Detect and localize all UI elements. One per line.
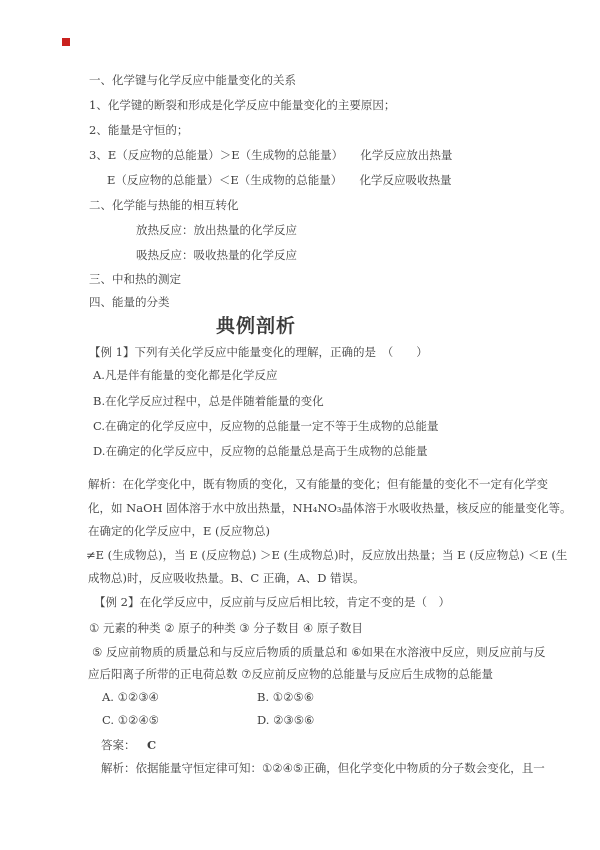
example1-analysis-line-5: 成物总)时，反应吸收热量。B、C 正确，A、D 错误。 <box>88 571 365 585</box>
example2-option-a: A. ①②③④ <box>102 690 159 704</box>
outline-line-1: 一、化学键与化学反应中能量变化的关系 <box>89 73 296 87</box>
outline-line-4: 3、E（反应物的总能量）＞E（生成物的总能量） 化学反应放出热量 <box>89 148 453 162</box>
outline-line-5: E（反应物的总能量）＜E（生成物的总能量） 化学反应吸收热量 <box>107 173 452 187</box>
example1-analysis-line-3: 在确定的化学反应中，E (反应物总) <box>88 524 271 538</box>
example1-option-b: B.在化学反应过程中，总是伴随着能量的变化 <box>93 394 324 408</box>
example1-option-d: D.在确定的化学反应中，反应物的总能量总是高于生成物的总能量 <box>93 444 428 458</box>
example2-analysis-line-1: 解析：依据能量守恒定律可知：①②④⑤正确，但化学变化中物质的分子数会变化，且一 <box>101 761 545 775</box>
example2-answer-value: C <box>147 738 157 752</box>
outline-line-2: 1、化学键的断裂和形成是化学反应中能量变化的主要原因； <box>89 98 396 112</box>
example1-analysis-line-1: 解析：在化学变化中，既有物质的变化，又有能量的变化；但有能量的变化不一定有化学变 <box>88 477 548 491</box>
example1-option-c: C.在确定的化学反应中，反应物的总能量一定不等于生成物的总能量 <box>93 419 439 433</box>
outline-line-3: 2、能量是守恒的； <box>89 123 189 137</box>
outline-line-7: 放热反应：放出热量的化学反应 <box>136 223 297 237</box>
example2-option-c: C. ①②④⑤ <box>102 713 159 727</box>
outline-line-6: 二、化学能与热能的相互转化 <box>89 198 239 212</box>
section-heading: 典例剖析 <box>215 315 296 337</box>
example2-option-d: D. ②③⑤⑥ <box>257 713 315 727</box>
example2-option-b: B. ①②⑤⑥ <box>257 690 315 704</box>
example2-items-line-3: 应后阳离子所带的正电荷总数 ⑦反应前反应物的总能量与反应后生成物的总能量 <box>88 667 493 681</box>
red-square-marker <box>62 38 70 46</box>
outline-line-10: 四、能量的分类 <box>89 295 170 309</box>
example1-analysis-line-4: ≠E (生成物总)，当 E (反应物总) ＞E (生成物总)时，反应放出热量；当 E (反应物总) ＜E (生 <box>86 548 568 562</box>
outline-line-8: 吸热反应：吸收热量的化学反应 <box>136 248 297 262</box>
example1-option-a: A.凡是伴有能量的变化都是化学反应 <box>93 368 278 382</box>
example2-answer-label: 答案： <box>101 738 136 752</box>
example2-items-line-2: ⑤ 反应前物质的质量总和与反应后物质的质量总和 ⑥如果在水溶液中反应，则反应前与反 <box>92 645 546 659</box>
example1-analysis-line-2: 化，如 NaOH 固体溶于水中放出热量，NH₄NO₃晶体溶于水吸收热量，核反应的能量变化等。 <box>88 501 572 515</box>
example2-items-line-1: ① 元素的种类 ② 原子的种类 ③ 分子数目 ④ 原子数目 <box>89 621 363 635</box>
example1-prompt: 【例 1】下列有关化学反应中能量变化的理解，正确的是 （ ） <box>89 345 428 359</box>
outline-line-9: 三、中和热的测定 <box>89 272 181 286</box>
example2-prompt: 【例 2】在化学反应中，反应前与反应后相比较，肯定不变的是（ ） <box>94 595 450 609</box>
